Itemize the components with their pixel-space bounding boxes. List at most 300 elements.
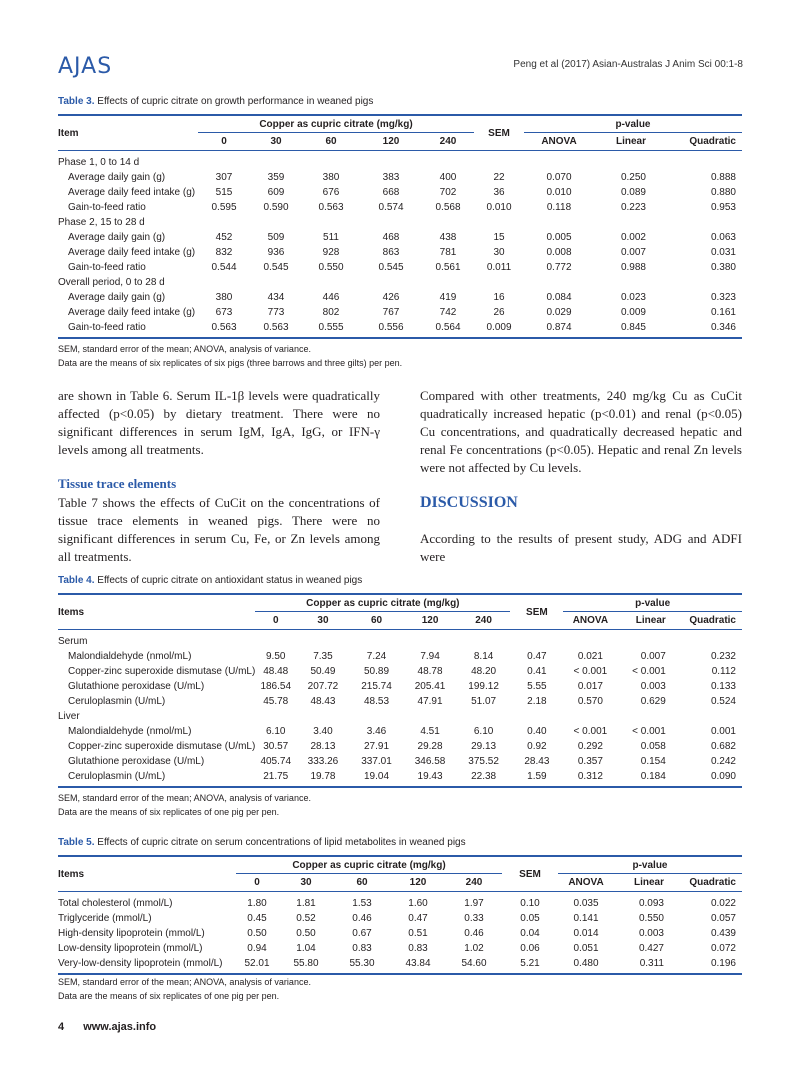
row-label: Copper-zinc superoxide dismutase (U/mL) — [68, 741, 256, 752]
header-pvalue-group: p-value — [563, 594, 742, 612]
cell-value: 0.292 — [577, 741, 603, 752]
cell-value: < 0.001 — [573, 666, 608, 677]
cell-value: 0.04 — [520, 928, 540, 939]
cell-value: 832 — [215, 247, 233, 258]
cell-value: 1.81 — [296, 898, 316, 909]
cell-value: 19.78 — [296, 769, 350, 787]
cell-value: 0.10 — [520, 898, 540, 909]
table-section-row — [58, 151, 742, 171]
cell-value: 6.10 — [473, 726, 494, 737]
cell-value: 0.311 — [614, 956, 670, 974]
cell-value: 380 — [322, 172, 340, 183]
cell-value: 52.01 — [236, 956, 278, 974]
cell-value: 0.009 — [620, 307, 646, 318]
cell-value: 0.845 — [594, 320, 652, 338]
header-pvalue-col: Linear — [614, 874, 670, 892]
cell-value: 0.41 — [527, 666, 547, 677]
cell-value: 8.14 — [473, 651, 494, 662]
cell-value: 28.13 — [310, 741, 336, 752]
header-dose: 60 — [350, 612, 404, 630]
cell-value: 48.43 — [310, 696, 336, 707]
cell-value: 673 — [215, 307, 233, 318]
table5 — [58, 855, 742, 975]
table-row — [58, 649, 742, 664]
cell-value: 0.035 — [573, 898, 599, 909]
row-label: Average daily gain (g) — [68, 292, 166, 303]
header-copper-group: Copper as cupric citrate (mg/kg) — [255, 594, 510, 612]
cell-value: 28.43 — [524, 756, 550, 767]
table-row — [58, 200, 742, 215]
cell-value: 1.97 — [464, 898, 484, 909]
row-label: Copper-zinc superoxide dismutase (U/mL) — [68, 666, 256, 677]
cell-value: 0.133 — [710, 681, 736, 692]
cell-value: 0.550 — [638, 913, 664, 924]
cell-value: 50.49 — [310, 666, 336, 677]
table-row — [58, 911, 742, 926]
table-row — [58, 769, 742, 787]
cell-value: 0.880 — [710, 187, 736, 198]
header-pvalue-col: ANOVA — [558, 874, 614, 892]
header-pvalue-col: Quadratic — [672, 612, 742, 630]
cell-value: 15 — [493, 232, 505, 243]
cell-value: 0.83 — [408, 943, 428, 954]
cell-value: 30 — [493, 247, 505, 258]
cell-value: 55.30 — [334, 956, 390, 974]
header-pvalue-group: p-value — [558, 856, 742, 874]
cell-value: 307 — [215, 172, 233, 183]
cell-value: 0.46 — [464, 928, 484, 939]
header-dose: 0 — [236, 874, 278, 892]
cell-value: 0.346 — [652, 320, 742, 338]
table4-note-2: Data are the means of six replicates of one pig per pen. — [58, 807, 280, 817]
cell-value: 199.12 — [468, 681, 499, 692]
cell-value: 21.75 — [255, 769, 296, 787]
cell-value: 405.74 — [260, 756, 292, 767]
header-dose: 240 — [446, 874, 502, 892]
table4 — [58, 593, 742, 788]
cell-value: 0.184 — [617, 769, 671, 787]
cell-value: 0.574 — [378, 202, 404, 213]
cell-value: 0.070 — [546, 172, 572, 183]
table4-notes — [58, 791, 311, 819]
cell-value: 0.029 — [546, 307, 572, 318]
cell-value: 0.568 — [435, 202, 461, 213]
cell-value: 0.089 — [620, 187, 646, 198]
table5-note-2: Data are the means of six replicates of one pig per pen. — [58, 991, 280, 1001]
cell-value: 346.58 — [414, 756, 446, 767]
table-row — [58, 245, 742, 260]
row-label: Malondialdehyde (nmol/mL) — [68, 651, 192, 662]
cell-value: 0.83 — [352, 943, 372, 954]
cell-value: 0.031 — [710, 247, 736, 258]
header-copper-group: Copper as cupric citrate (mg/kg) — [236, 856, 502, 874]
cell-value: 0.084 — [546, 292, 572, 303]
cell-value: 55.80 — [278, 956, 334, 974]
header-pvalue-col: Quadratic — [652, 133, 742, 151]
section-label: Phase 1, 0 to 14 d — [58, 157, 140, 168]
journal-logo: AJAS — [58, 54, 113, 79]
cell-value: 0.010 — [486, 202, 512, 213]
cell-value: 0.014 — [573, 928, 599, 939]
right-column-paragraph-2: According to the results of present study, ADG and ADFI were — [420, 531, 742, 564]
section-label: Overall period, 0 to 28 d — [58, 277, 165, 288]
cell-value: 5.21 — [502, 956, 558, 974]
cell-value: 30.57 — [263, 741, 289, 752]
header-dose: 60 — [334, 874, 390, 892]
header-dose: 120 — [390, 874, 446, 892]
cell-value: 0.312 — [563, 769, 617, 787]
cell-value: 0.555 — [302, 320, 360, 338]
cell-value: 0.005 — [546, 232, 572, 243]
cell-value: 0.563 — [250, 320, 302, 338]
cell-value: 380 — [215, 292, 233, 303]
cell-value: 0.008 — [546, 247, 572, 258]
cell-value: 0.05 — [520, 913, 540, 924]
cell-value: 0.480 — [558, 956, 614, 974]
cell-value: 0.67 — [352, 928, 372, 939]
cell-value: 1.04 — [296, 943, 316, 954]
cell-value: 22 — [493, 172, 505, 183]
table-row — [58, 739, 742, 754]
section-label: Phase 2, 15 to 28 d — [58, 217, 145, 228]
cell-value: 4.51 — [420, 726, 440, 737]
cell-value: 0.118 — [546, 202, 572, 213]
cell-value: 1.60 — [408, 898, 428, 909]
subheading-tissue-trace-elements: Tissue trace elements — [58, 476, 177, 491]
cell-value: 375.52 — [468, 756, 499, 767]
cell-value: 0.953 — [710, 202, 736, 213]
table5-caption — [58, 837, 466, 848]
cell-value: 863 — [382, 247, 400, 258]
cell-value: 773 — [267, 307, 285, 318]
cell-value: 43.84 — [390, 956, 446, 974]
table5-notes — [58, 975, 311, 1003]
cell-value: 0.47 — [527, 651, 547, 662]
cell-value: 0.063 — [710, 232, 736, 243]
cell-value: 0.323 — [710, 292, 736, 303]
cell-value: 0.023 — [620, 292, 646, 303]
cell-value: 0.545 — [378, 262, 404, 273]
cell-value: 186.54 — [260, 681, 292, 692]
row-label: Total cholesterol (mmol/L) — [58, 898, 173, 909]
right-column-paragraph-1: Compared with other treatments, 240 mg/kg Cu as CuCit quadratically increased hepatic (p<0.01) and renal (p<0.05) Cu concentrations, and quadratically decreased hepatic and renal Fe concentrations (p<0.05). Hepatic and renal Zn levels were not affected by Cu levels. — [420, 388, 742, 475]
cell-value: 359 — [267, 172, 285, 183]
cell-value: 50.89 — [363, 666, 390, 677]
cell-value: 16 — [493, 292, 505, 303]
header-item: Items — [58, 856, 236, 892]
cell-value: 0.92 — [527, 741, 547, 752]
row-label: Average daily feed intake (g) — [68, 247, 196, 258]
header-dose: 120 — [360, 133, 422, 151]
table4-label: Table 4. — [58, 575, 95, 586]
header-item: Item — [58, 115, 198, 151]
table3 — [58, 114, 742, 339]
header-pvalue-col: ANOVA — [563, 612, 617, 630]
cell-value: 0.51 — [408, 928, 428, 939]
cell-value: 668 — [382, 187, 400, 198]
table5-label: Table 5. — [58, 837, 95, 848]
cell-value: 215.74 — [361, 681, 392, 692]
cell-value: 0.524 — [710, 696, 736, 707]
header-sem: SEM — [474, 115, 524, 151]
cell-value: 0.161 — [710, 307, 736, 318]
table-row — [58, 305, 742, 320]
cell-value: 509 — [267, 232, 285, 243]
table4-caption — [58, 575, 362, 586]
cell-value: 0.090 — [672, 769, 742, 787]
table3-note-1: SEM, standard error of the mean; ANOVA, analysis of variance. — [58, 344, 311, 354]
cell-value: 0.590 — [263, 202, 289, 213]
cell-value: 0.50 — [247, 928, 267, 939]
header-pvalue-col: Linear — [617, 612, 671, 630]
cell-value: 19.04 — [350, 769, 404, 787]
table4-title: Effects of cupric citrate on antioxidant status in weaned pigs — [97, 575, 363, 586]
cell-value: 0.112 — [711, 666, 736, 677]
cell-value: 928 — [322, 247, 340, 258]
cell-value: 802 — [322, 307, 340, 318]
cell-value: 609 — [267, 187, 285, 198]
cell-value: 0.242 — [710, 756, 736, 767]
cell-value: 0.250 — [620, 172, 646, 183]
cell-value: 0.141 — [573, 913, 599, 924]
row-label: Very-low-density lipoprotein (mmol/L) — [58, 956, 236, 974]
cell-value: 48.48 — [263, 666, 289, 677]
cell-value: 1.59 — [510, 769, 563, 787]
header-sem: SEM — [502, 856, 558, 892]
cell-value: 54.60 — [446, 956, 502, 974]
header-dose: 120 — [403, 612, 457, 630]
table-row — [58, 664, 742, 679]
cell-value: 0.563 — [198, 320, 250, 338]
cell-value: 0.003 — [640, 681, 666, 692]
cell-value: 0.629 — [640, 696, 666, 707]
header-dose: 240 — [422, 133, 474, 151]
table-row — [58, 320, 742, 338]
table-row — [58, 724, 742, 739]
section-label: Liver — [58, 711, 80, 722]
cell-value: 0.33 — [464, 913, 484, 924]
cell-value: 36 — [493, 187, 505, 198]
cell-value: 0.022 — [710, 898, 736, 909]
table-section-row — [58, 275, 742, 290]
row-label: Gain-to-feed ratio — [68, 262, 146, 273]
header-dose: 30 — [250, 133, 302, 151]
cell-value: 0.50 — [296, 928, 316, 939]
row-label: Malondialdehyde (nmol/mL) — [68, 726, 192, 737]
header-dose: 240 — [457, 612, 511, 630]
table5-note-1: SEM, standard error of the mean; ANOVA, analysis of variance. — [58, 977, 311, 987]
header-dose: 0 — [198, 133, 250, 151]
cell-value: 3.40 — [313, 726, 333, 737]
cell-value: 27.91 — [363, 741, 390, 752]
cell-value: 3.46 — [366, 726, 387, 737]
cell-value: 0.439 — [710, 928, 736, 939]
table3-title: Effects of cupric citrate on growth performance in weaned pigs — [97, 96, 374, 107]
cell-value: < 0.001 — [573, 726, 608, 737]
row-label: Glutathione peroxidase (U/mL) — [68, 681, 205, 692]
cell-value: 47.91 — [417, 696, 443, 707]
row-label: Ceruloplasmin (U/mL) — [68, 696, 166, 707]
journal-website[interactable]: www.ajas.info — [83, 1021, 157, 1033]
cell-value: 337.01 — [361, 756, 392, 767]
row-label: Gain-to-feed ratio — [68, 202, 146, 213]
cell-value: 0.40 — [527, 726, 547, 737]
cell-value: 511 — [323, 232, 339, 243]
header-copper-group: Copper as cupric citrate (mg/kg) — [198, 115, 474, 133]
cell-value: 1.80 — [247, 898, 267, 909]
table-row — [58, 754, 742, 769]
cell-value: 48.20 — [471, 666, 497, 677]
citation-header: Peng et al (2017) Asian-Australas J Anim Sci 00:1-8 — [513, 59, 743, 70]
cell-value: 0.595 — [211, 202, 237, 213]
cell-value: 22.38 — [457, 769, 511, 787]
cell-value: 0.988 — [620, 262, 646, 273]
row-label: Ceruloplasmin (U/mL) — [58, 769, 255, 787]
table-row — [58, 230, 742, 245]
table3-label: Table 3. — [58, 96, 95, 107]
header-dose: 30 — [296, 612, 350, 630]
cell-value: 0.002 — [620, 232, 646, 243]
cell-value: 383 — [382, 172, 400, 183]
section-label: Serum — [58, 636, 88, 647]
cell-value: 0.47 — [408, 913, 428, 924]
cell-value: 0.772 — [546, 262, 572, 273]
row-label: Average daily feed intake (g) — [68, 307, 196, 318]
cell-value: 0.058 — [640, 741, 666, 752]
cell-value: 1.53 — [352, 898, 372, 909]
row-label: Average daily gain (g) — [68, 232, 166, 243]
table4-note-1: SEM, standard error of the mean; ANOVA, analysis of variance. — [58, 793, 311, 803]
header-item: Items — [58, 594, 255, 630]
section-heading-discussion: DISCUSSION — [420, 494, 518, 511]
cell-value: 446 — [322, 292, 340, 303]
cell-value: 936 — [267, 247, 285, 258]
cell-value: 0.007 — [620, 247, 646, 258]
cell-value: 26 — [493, 307, 505, 318]
cell-value: 0.093 — [638, 898, 664, 909]
cell-value: 0.380 — [710, 262, 736, 273]
page-footer — [58, 1021, 172, 1033]
cell-value: 0.051 — [573, 943, 599, 954]
row-label: Glutathione peroxidase (U/mL) — [68, 756, 205, 767]
table-section-row — [58, 630, 742, 650]
cell-value: 7.24 — [366, 651, 387, 662]
cell-value: 51.07 — [471, 696, 497, 707]
header-pvalue-col: Quadratic — [670, 874, 742, 892]
cell-value: 781 — [439, 247, 457, 258]
cell-value: 205.41 — [414, 681, 446, 692]
cell-value: 5.55 — [527, 681, 547, 692]
table-row — [58, 260, 742, 275]
table-row — [58, 679, 742, 694]
cell-value: 0.011 — [486, 262, 512, 273]
row-label: Low-density lipoprotein (mmol/L) — [58, 943, 203, 954]
cell-value: 452 — [215, 232, 233, 243]
cell-value: 0.154 — [640, 756, 666, 767]
cell-value: 468 — [382, 232, 400, 243]
cell-value: 0.001 — [710, 726, 736, 737]
cell-value: 0.072 — [710, 943, 736, 954]
cell-value: 333.26 — [307, 756, 339, 767]
cell-value: 7.35 — [313, 651, 333, 662]
table-row — [58, 170, 742, 185]
cell-value: 0.94 — [247, 943, 267, 954]
table3-notes — [58, 342, 402, 370]
header-pvalue-col: Linear — [594, 133, 652, 151]
cell-value: 0.057 — [710, 913, 736, 924]
cell-value: 7.94 — [420, 651, 440, 662]
cell-value: 0.010 — [546, 187, 572, 198]
cell-value: 0.427 — [638, 943, 664, 954]
cell-value: 0.003 — [638, 928, 664, 939]
cell-value: 0.545 — [263, 262, 289, 273]
cell-value: 0.556 — [360, 320, 422, 338]
cell-value: 0.564 — [422, 320, 474, 338]
cell-value: 0.563 — [318, 202, 344, 213]
left-column-paragraph-1: are shown in Table 6. Serum IL-1β levels were quadratically affected (p<0.05) by dietary treatment. There were no significant differences in serum IgM, IgA, IgG, or IFN-γ levels among all treatments. — [58, 388, 380, 457]
cell-value: 6.10 — [266, 726, 286, 737]
cell-value: 515 — [215, 187, 233, 198]
cell-value: 0.46 — [352, 913, 372, 924]
cell-value: 48.53 — [363, 696, 390, 707]
header-dose: 0 — [255, 612, 296, 630]
cell-value: 0.888 — [710, 172, 736, 183]
header-dose: 60 — [302, 133, 360, 151]
cell-value: 45.78 — [263, 696, 289, 707]
header-pvalue-col: ANOVA — [524, 133, 594, 151]
cell-value: 0.544 — [211, 262, 237, 273]
cell-value: 0.223 — [620, 202, 646, 213]
cell-value: 419 — [439, 292, 457, 303]
cell-value: 1.02 — [464, 943, 484, 954]
table3-caption — [58, 96, 373, 107]
cell-value: 0.682 — [710, 741, 736, 752]
cell-value: < 0.001 — [632, 666, 666, 677]
table-row — [58, 694, 742, 709]
header-pvalue-group: p-value — [524, 115, 742, 133]
table-row — [58, 290, 742, 305]
cell-value: 29.28 — [417, 741, 443, 752]
cell-value: 0.196 — [670, 956, 742, 974]
cell-value: 19.43 — [403, 769, 457, 787]
row-label: High-density lipoprotein (mmol/L) — [58, 928, 205, 939]
cell-value: 48.78 — [417, 666, 443, 677]
cell-value: 207.72 — [307, 681, 339, 692]
cell-value: 426 — [382, 292, 400, 303]
table-row — [58, 956, 742, 974]
cell-value: 0.021 — [577, 651, 603, 662]
cell-value: 0.561 — [435, 262, 461, 273]
cell-value: 0.874 — [524, 320, 594, 338]
cell-value: 702 — [439, 187, 457, 198]
table-section-row — [58, 215, 742, 230]
cell-value: 0.007 — [640, 651, 666, 662]
cell-value: 0.06 — [520, 943, 540, 954]
cell-value: 0.232 — [710, 651, 736, 662]
table-row — [58, 926, 742, 941]
cell-value: 0.52 — [296, 913, 316, 924]
row-label: Gain-to-feed ratio — [58, 320, 198, 338]
cell-value: 0.45 — [247, 913, 267, 924]
row-label: Average daily gain (g) — [68, 172, 166, 183]
table-row — [58, 892, 742, 912]
table5-title: Effects of cupric citrate on serum concentrations of lipid metabolites in weaned pigs — [97, 837, 466, 848]
row-label: Triglyceride (mmol/L) — [58, 913, 152, 924]
table-row — [58, 941, 742, 956]
cell-value: 676 — [322, 187, 340, 198]
header-sem: SEM — [510, 594, 563, 630]
page-number: 4 — [58, 1021, 65, 1033]
